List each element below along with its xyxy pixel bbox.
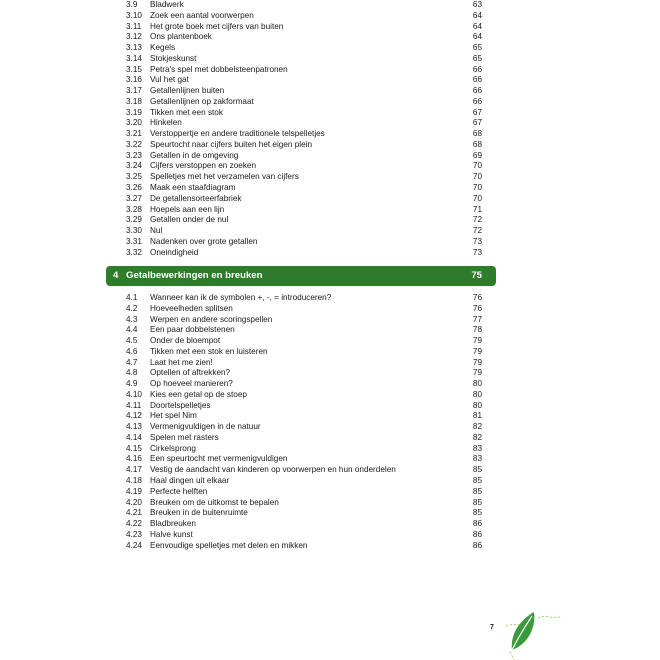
entry-title: Hinkelen [150,118,182,128]
entry-page-number: 86 [472,540,482,550]
entry-number: 4.18 [126,476,142,486]
entry-page-number: 77 [472,314,482,324]
entry-title: Optellen of aftrekken? [150,368,231,378]
entry-title: Nadenken over grote getallen [150,236,258,246]
entry-number: 3.17 [126,86,142,96]
toc-entry [126,411,482,422]
entry-number: 4.6 [126,346,138,356]
entry-number: 3.27 [126,193,142,203]
entry-page-number: 72 [472,215,482,225]
entry-page-number: 82 [472,432,482,442]
entry-page-number: 83 [472,443,482,453]
entry-number: 3.12 [126,32,142,42]
entry-number: 3.15 [126,64,142,74]
entry-title: Tikken met een stok [150,107,223,117]
entry-page-number: 70 [472,161,482,171]
toc-entry [126,97,482,108]
entry-number: 3.26 [126,183,142,193]
entry-page-number: 67 [472,107,482,117]
toc-entry [126,487,482,498]
entry-page-number: 82 [472,422,482,432]
entry-number: 4.11 [126,400,142,410]
entry-page-number: 65 [472,53,482,63]
entry-number: 3.28 [126,204,142,214]
entry-number: 4.21 [126,508,142,518]
entry-title: Tikken met een stok en luisteren [150,346,268,356]
toc-entry [126,43,482,54]
entry-page-number: 80 [472,389,482,399]
entry-page-number: 85 [472,508,482,518]
toc-entry [126,304,482,315]
chapter-page-number: 75 [471,270,482,281]
entry-page-number: 79 [472,357,482,367]
toc-entry [126,498,482,509]
toc-entry [126,22,482,33]
entry-page-number: 70 [472,183,482,193]
toc-entry [126,315,482,326]
entry-number: 3.13 [126,43,142,53]
toc-entry [126,205,482,216]
entry-number: 3.30 [126,226,142,236]
entry-number: 4.13 [126,422,142,432]
toc-entry [126,422,482,433]
entry-number: 3.19 [126,107,142,117]
entry-number: 3.9 [126,0,138,9]
toc-entry [126,129,482,140]
entry-title: Kies een getal op de stoep [150,389,247,399]
entry-title: Oneindigheid [150,247,199,257]
entry-page-number: 63 [472,0,482,9]
toc-entry [126,65,482,76]
entry-page-number: 86 [472,529,482,539]
entry-number: 4.8 [126,368,138,378]
entry-title: Speurtocht naar cijfers buiten het eigen plein [150,139,313,149]
toc-entry [126,433,482,444]
entry-title: Vestig de aandacht van kinderen op voorwerpen en hun onderdelen [150,465,396,475]
entry-title: Eenvoudige spelletjes met delen en mikken [150,540,308,550]
entry-page-number: 71 [472,204,482,214]
toc-entry [126,454,482,465]
entry-title: Maak een staafdiagram [150,183,236,193]
toc-entry [126,325,482,336]
toc-entry [126,75,482,86]
leaf-icon [498,604,568,660]
entry-title: Getallen onder de nul [150,215,229,225]
entry-page-number: 85 [472,486,482,496]
chapter-title: Getalbewerkingen en breuken [126,270,263,281]
entry-title: Vermenigvuldigen in de natuur [150,422,261,432]
entry-page-number: 66 [472,64,482,74]
entry-page-number: 64 [472,21,482,31]
entry-title: Zoek een aantal voorwerpen [150,10,254,20]
entry-number: 4.23 [126,529,142,539]
toc-entry [126,390,482,401]
toc-entry [126,248,482,259]
entry-title: Het grote boek met cijfers van buiten [150,21,284,31]
toc-entry [126,541,482,552]
toc-entry [126,401,482,412]
entry-number: 4.5 [126,336,138,346]
toc-entry [126,368,482,379]
entry-title: Halve kunst [150,529,193,539]
entry-number: 3.25 [126,172,142,182]
entry-number: 3.24 [126,161,142,171]
toc-section-4 [126,293,482,551]
toc-entry [126,336,482,347]
entry-page-number: 70 [472,172,482,182]
entry-number: 4.4 [126,325,138,335]
toc-entry [126,465,482,476]
entry-title: Bladbreuken [150,519,196,529]
toc-entry [126,379,482,390]
entry-page-number: 86 [472,519,482,529]
toc-entry [126,140,482,151]
entry-title: Verstoppertje en andere traditionele telspelletjes [150,129,325,139]
entry-number: 4.7 [126,357,138,367]
toc-entry [126,0,482,11]
entry-number: 4.2 [126,303,138,313]
entry-number: 3.16 [126,75,142,85]
entry-title: Doortelspelletjes [150,400,211,410]
entry-number: 4.14 [126,432,142,442]
entry-title: Hoepels aan een lijn [150,204,225,214]
entry-page-number: 79 [472,346,482,356]
entry-page-number: 73 [472,247,482,257]
toc-entry [126,508,482,519]
entry-page-number: 85 [472,497,482,507]
toc-entry [126,476,482,487]
entry-number: 3.23 [126,150,142,160]
toc-entry [126,118,482,129]
entry-title: Breuken in de buitenruimte [150,508,248,518]
entry-title: Ons plantenboek [150,32,212,42]
toc-entry [126,161,482,172]
entry-number: 3.18 [126,96,142,106]
entry-number: 4.16 [126,454,142,464]
entry-page-number: 79 [472,368,482,378]
chapter-heading-bar [106,266,496,286]
entry-title: Nul [150,226,163,236]
toc-entry [126,11,482,22]
toc-entry [126,108,482,119]
toc-entry [126,215,482,226]
entry-title: Breuken om de uitkomst te bepalen [150,497,279,507]
toc-entry [126,358,482,369]
entry-number: 3.10 [126,10,142,20]
entry-title: Vul het gat [150,75,189,85]
entry-number: 4.20 [126,497,142,507]
entry-page-number: 68 [472,129,482,139]
entry-number: 3.29 [126,215,142,225]
entry-number: 3.22 [126,139,142,149]
entry-title: Op hoeveel manieren? [150,379,233,389]
toc-entry [126,194,482,205]
entry-number: 4.12 [126,411,142,421]
toc-entry [126,172,482,183]
entry-title: Het spel Nim [150,411,197,421]
entry-title: Laat het me zien! [150,357,213,367]
toc-entry [126,444,482,455]
entry-title: Wanneer kan ik de symbolen +, -, = introduceren? [150,293,332,302]
entry-number: 4.9 [126,379,138,389]
entry-number: 3.11 [126,21,142,31]
entry-page-number: 76 [472,293,482,302]
entry-page-number: 69 [472,150,482,160]
entry-page-number: 66 [472,96,482,106]
entry-title: Een speurtocht met vermenigvuldigen [150,454,288,464]
entry-number: 3.32 [126,247,142,257]
entry-page-number: 78 [472,325,482,335]
entry-number: 4.22 [126,519,142,529]
toc-entry [126,32,482,43]
toc-entry [126,237,482,248]
entry-page-number: 76 [472,303,482,313]
entry-page-number: 73 [472,236,482,246]
entry-title: Haal dingen uit elkaar [150,476,230,486]
entry-page-number: 81 [472,411,482,421]
entry-number: 3.20 [126,118,142,128]
page-number: 7 [490,624,494,631]
entry-number: 4.3 [126,314,138,324]
entry-number: 4.19 [126,486,142,496]
toc-entry [126,519,482,530]
entry-title: Stokjeskunst [150,53,197,63]
entry-page-number: 64 [472,10,482,20]
entry-number: 4.24 [126,540,142,550]
entry-title: Kegels [150,43,176,53]
entry-page-number: 66 [472,75,482,85]
entry-page-number: 66 [472,86,482,96]
entry-title: Spelen met rasters [150,432,219,442]
entry-number: 3.21 [126,129,142,139]
chapter-number: 4 [113,270,119,281]
toc-entry [126,293,482,304]
entry-number: 4.15 [126,443,142,453]
entry-page-number: 72 [472,226,482,236]
toc-entry [126,347,482,358]
toc-entry [126,226,482,237]
entry-title: Getallenlijnen buiten [150,86,225,96]
entry-number: 3.31 [126,236,142,246]
entry-number: 4.10 [126,389,142,399]
entry-number: 4.1 [126,293,138,302]
toc-entry [126,530,482,541]
toc-entry [126,86,482,97]
entry-title: Getallen in de omgeving [150,150,239,160]
entry-title: Perfecte helften [150,486,208,496]
entry-page-number: 80 [472,400,482,410]
entry-title: Werpen en andere scoringspellen [150,314,273,324]
entry-page-number: 85 [472,476,482,486]
entry-title: Petra's spel met dobbelsteenpatronen [150,64,288,74]
entry-page-number: 80 [472,379,482,389]
toc-section-3 [126,0,482,258]
entry-page-number: 85 [472,465,482,475]
entry-title: De getallensorteerfabriek [150,193,242,203]
toc-entry [126,151,482,162]
entry-title: Hoeveelheden splitsen [150,303,233,313]
entry-page-number: 79 [472,336,482,346]
entry-title: Cirkelsprong [150,443,196,453]
entry-page-number: 70 [472,193,482,203]
entry-number: 3.14 [126,53,142,63]
entry-title: Cijfers verstoppen en zoeken [150,161,257,171]
entry-page-number: 68 [472,139,482,149]
entry-title: Spelletjes met het verzamelen van cijfers [150,172,299,182]
toc-entry [126,183,482,194]
toc-entry [126,54,482,65]
entry-page-number: 65 [472,43,482,53]
entry-title: Getallenlijnen op zakformaat [150,96,254,106]
entry-title: Een paar dobbelstenen [150,325,235,335]
entry-title: Bladwerk [150,0,184,9]
entry-page-number: 64 [472,32,482,42]
entry-page-number: 67 [472,118,482,128]
entry-title: Onder de bloempot [150,336,221,346]
entry-page-number: 83 [472,454,482,464]
entry-number: 4.17 [126,465,142,475]
